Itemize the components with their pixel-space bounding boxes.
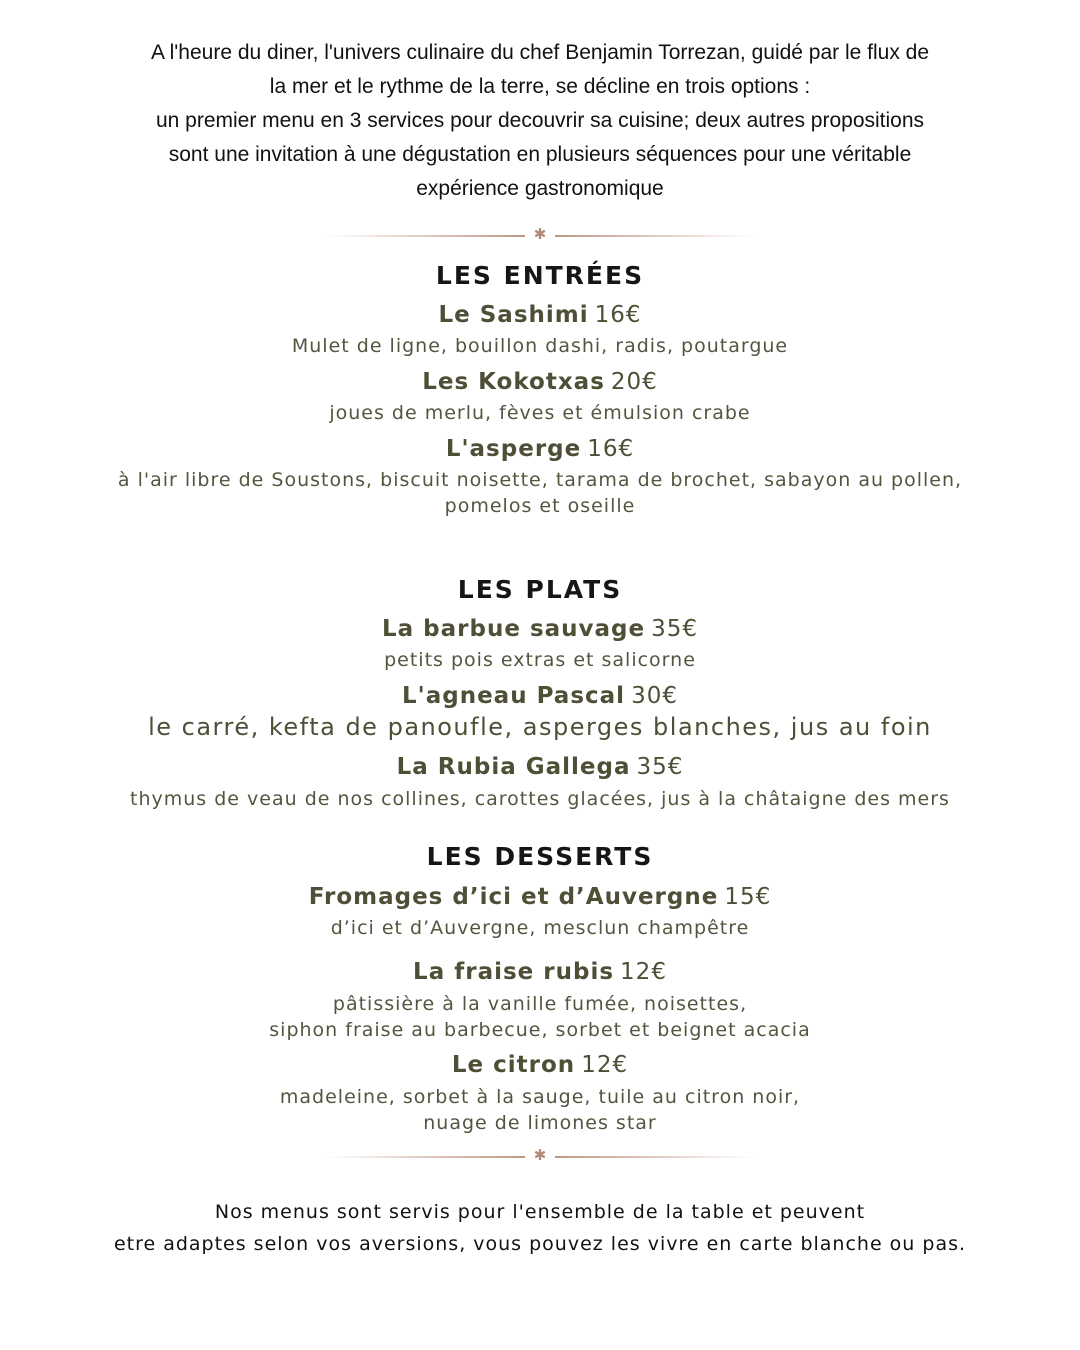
intro-line: la mer et le rythme de la terre, se décline en trois options : xyxy=(269,75,811,98)
dish-name: Le Sashimi xyxy=(438,302,589,328)
dish-description: madeleine, sorbet à la sauge, tuile au citron noir, xyxy=(279,1086,801,1108)
dish-name: L'asperge xyxy=(445,436,582,462)
dish-name: L'agneau Pascal xyxy=(402,683,626,709)
dish-heading xyxy=(0,369,1080,395)
dish-heading xyxy=(0,1052,1080,1078)
intro-line: A l'heure du diner, l'univers culinaire du chef Benjamin Torrezan, guidé par le flux de xyxy=(150,41,930,64)
ornament-divider-top xyxy=(325,225,755,244)
dish-description: siphon fraise au barbecue, sorbet et beignet acacia xyxy=(269,1019,811,1041)
dish-description: nuage de limones star xyxy=(423,1112,657,1134)
star-icon: ✱ xyxy=(533,225,547,243)
dish-heading xyxy=(0,884,1080,910)
dish-name: Les Kokotxas xyxy=(422,369,605,395)
dish-heading xyxy=(0,436,1080,462)
dish-heading xyxy=(0,302,1080,328)
dish-heading xyxy=(0,754,1080,780)
dish-description: à l'air libre de Soustons, biscuit noisette, tarama de brochet, sabayon au pollen, xyxy=(117,469,963,491)
divider-line xyxy=(325,235,525,237)
dish-name: La fraise rubis xyxy=(413,959,615,985)
dish-price: 16€ xyxy=(587,436,635,462)
dish-name: La barbue sauvage xyxy=(381,616,646,642)
dish-description: pomelos et oseille xyxy=(444,495,636,517)
dish-heading xyxy=(0,959,1080,985)
intro-line: sont une invitation à une dégustation en plusieurs séquences pour une véritable xyxy=(168,143,912,166)
dish-name: La Rubia Gallega xyxy=(396,754,631,780)
footer-line: etre adaptes selon vos aversions, vous pouvez les vivre en carte blanche ou pas. xyxy=(113,1233,967,1255)
section-title-desserts: LES DESSERTS xyxy=(426,842,654,871)
divider-line xyxy=(555,1156,755,1158)
dish-price: 20€ xyxy=(610,369,658,395)
dish-description: thymus de veau de nos collines, carottes glacées, jus à la châtaigne des mers xyxy=(130,788,950,810)
intro-line: expérience gastronomique xyxy=(416,177,664,200)
dish-price: 30€ xyxy=(631,683,678,709)
footer-note xyxy=(40,1196,1040,1260)
dish-heading xyxy=(0,683,1080,709)
intro-paragraph xyxy=(90,36,990,206)
dish-price: 35€ xyxy=(651,616,699,642)
dish-description: joues de merlu, fèves et émulsion crabe xyxy=(329,402,751,424)
divider-line xyxy=(325,1156,525,1158)
dish-description: Mulet de ligne, bouillon dashi, radis, poutargue xyxy=(291,335,789,357)
dish-description: le carré, kefta de panoufle, asperges blanches, jus au foin xyxy=(148,713,932,741)
dish-heading xyxy=(0,616,1080,642)
section-title-plats: LES PLATS xyxy=(457,575,623,604)
footer-line: Nos menus sont servis pour l'ensemble de la table et peuvent xyxy=(214,1201,866,1223)
dish-price: 15€ xyxy=(724,884,772,910)
star-icon: ✱ xyxy=(533,1146,547,1164)
dish-description: petits pois extras et salicorne xyxy=(384,649,696,671)
divider-line xyxy=(555,235,755,237)
dish-price: 12€ xyxy=(620,959,667,985)
dish-description: d’ici et d’Auvergne, mesclun champêtre xyxy=(330,917,750,939)
dish-price: 35€ xyxy=(636,754,684,780)
dish-price: 16€ xyxy=(594,302,642,328)
ornament-divider-bottom xyxy=(325,1146,755,1165)
intro-line: un premier menu en 3 services pour decouvrir sa cuisine; deux autres propositions xyxy=(155,109,925,132)
dish-price: 12€ xyxy=(581,1052,629,1078)
dish-description: pâtissière à la vanille fumée, noisettes, xyxy=(332,993,748,1015)
dish-name: Fromages d’ici et d’Auvergne xyxy=(308,884,719,910)
dish-name: Le citron xyxy=(451,1052,576,1078)
section-title-entrees: LES ENTRÉES xyxy=(435,261,645,290)
